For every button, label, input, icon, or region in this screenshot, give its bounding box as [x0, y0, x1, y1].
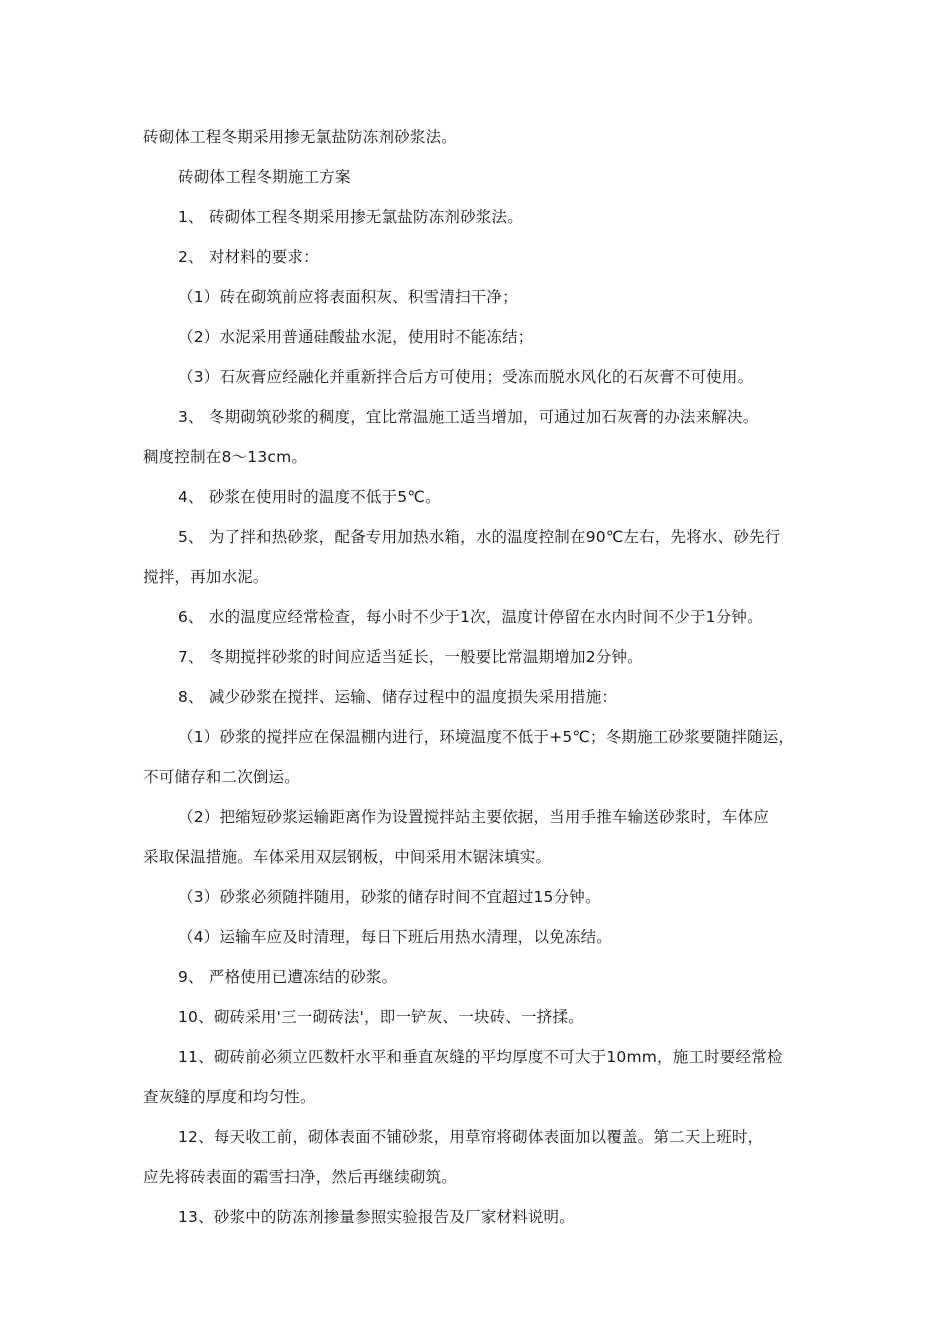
item-7: 7、 冬期搅拌砂浆的时间应适当延长，一般要比常温期增加2分钟。 [178, 648, 643, 666]
item-8: 8、 减少砂浆在搅拌、运输、储存过程中的温度损失采用措施： [178, 688, 618, 706]
item-8-sub-1: （1）砂浆的搅拌应在保温棚内进行，环境温度不低于+5℃；冬期施工砂浆要随拌随运， [178, 728, 795, 746]
item-8-sub-2-continuation: 采取保温措施。车体采用双层钢板，中间采用木锯沫填实。 [143, 848, 552, 866]
item-5: 5、 为了拌和热砂浆，配备专用加热水箱，水的温度控制在90℃左右，先将水、砂先行 [178, 528, 781, 546]
item-2-sub-1: （1）砖在砌筑前应将表面积灰、积雪清扫干净； [178, 288, 518, 306]
item-8-sub-1-continuation: 不可储存和二次倒运。 [143, 768, 301, 786]
item-9: 9、 严格使用已遭冻结的砂浆。 [178, 968, 398, 986]
item-10: 10、砌砖采用'三一砌砖法'，即一铲灰、一块砖、一挤揉。 [178, 1008, 584, 1026]
item-8-sub-4: （4）运输车应及时清理，每日下班后用热水清理，以免冻结。 [178, 928, 612, 946]
item-1: 1、 砖砌体工程冬期采用掺无氯盐防冻剂砂浆法。 [178, 208, 523, 226]
item-11-continuation: 查灰缝的厚度和均匀性。 [143, 1088, 316, 1106]
item-2-sub-2: （2）水泥采用普通硅酸盐水泥，使用时不能冻结； [178, 328, 534, 346]
item-11: 11、砌砖前必须立匹数杆水平和垂直灰缝的平均厚度不可大于10mm，施工时要经常检 [178, 1048, 783, 1066]
item-6: 6、 水的温度应经常检查，每小时不少于1次，温度计停留在水内时间不少于1分钟。 [178, 608, 763, 626]
item-5-continuation: 搅拌，再加水泥。 [143, 568, 269, 586]
item-2: 2、 对材料的要求： [178, 248, 319, 266]
item-12-continuation: 应先将砖表面的霜雪扫净，然后再继续砌筑。 [143, 1168, 458, 1186]
item-13: 13、砂浆中的防冻剂掺量参照实验报告及厂家材料说明。 [178, 1208, 575, 1226]
item-8-sub-3: （3）砂浆必须随拌随用，砂浆的储存时间不宜超过15分钟。 [178, 888, 601, 906]
item-3: 3、 冬期砌筑砂浆的稠度，宜比常温施工适当增加，可通过加石灰膏的办法来解决。 [178, 408, 759, 426]
item-4: 4、 砂浆在使用时的温度不低于5℃。 [178, 488, 441, 506]
document-heading: 砖砌体工程冬期施工方案 [178, 168, 351, 186]
item-3-continuation: 稠度控制在8～13cm。 [143, 448, 308, 466]
intro-line: 砖砌体工程冬期采用掺无氯盐防冻剂砂浆法。 [143, 128, 458, 146]
item-12: 12、每天收工前，砌体表面不铺砂浆，用草帘将砌体表面加以覆盖。第二天上班时， [178, 1128, 764, 1146]
item-2-sub-3: （3）石灰膏应经融化并重新拌合后方可使用；受冻而脱水风化的石灰膏不可使用。 [178, 368, 754, 386]
item-8-sub-2: （2）把缩短砂浆运输距离作为设置搅拌站主要依据，当用手推车输送砂浆时，车体应 [178, 808, 769, 826]
